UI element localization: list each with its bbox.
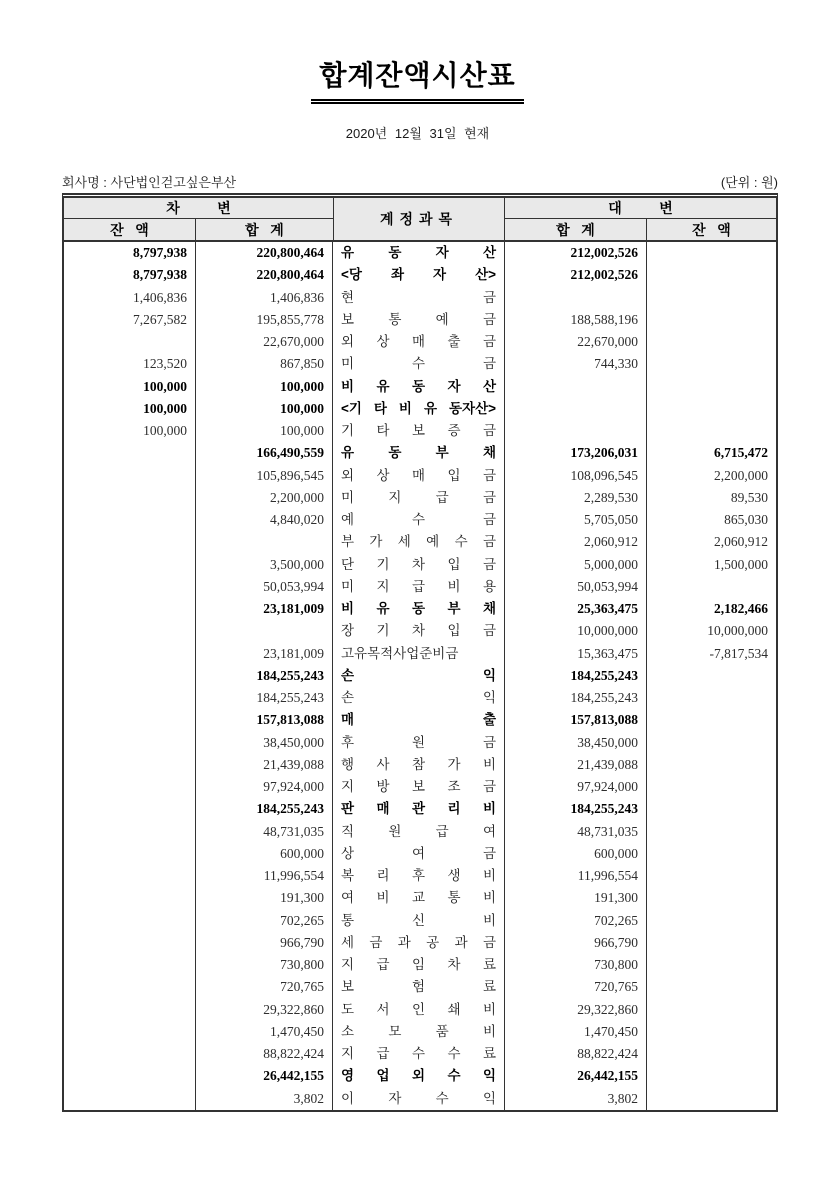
credit-total-cell: 191,300: [505, 887, 647, 909]
table-row: [64, 954, 776, 976]
company-name: 회사명 : 사단법인걷고싶은부산: [62, 175, 237, 190]
debit-total-cell: 600,000: [196, 843, 333, 865]
table-row: [64, 643, 776, 665]
debit-total-cell: 97,924,000: [196, 776, 333, 798]
table-row: [64, 420, 776, 442]
account-name-cell: [333, 554, 505, 576]
table-row: [64, 264, 776, 286]
table-row: [64, 287, 776, 309]
account-name-cell: [333, 287, 505, 309]
credit-balance-cell: 10,000,000: [707, 623, 768, 639]
credit-balance-cell: [647, 1065, 776, 1087]
account-name: 유 동 부 채: [341, 445, 496, 461]
debit-balance-cell: [64, 843, 196, 865]
credit-total-cell: 173,206,031: [505, 442, 647, 464]
debit-total-cell: 730,800: [196, 954, 333, 976]
debit-balance-cell: [64, 954, 196, 976]
table-row: [64, 999, 776, 1021]
debit-balance-cell: [64, 1043, 196, 1065]
credit-balance-cell: [647, 376, 776, 398]
table-row: [64, 932, 776, 954]
debit-total-cell: 23,181,009: [196, 598, 333, 620]
account-name-cell: [333, 264, 505, 286]
credit-total-cell: 744,330: [505, 353, 647, 375]
credit-balance-cell: [647, 398, 776, 420]
debit-balance-cell: [64, 709, 196, 731]
table-row: [64, 309, 776, 331]
table-row: [64, 487, 776, 509]
debit-balance-cell: [64, 1088, 196, 1110]
credit-balance-cell: [647, 331, 776, 353]
table-row: [64, 1088, 776, 1110]
table-row: [64, 798, 776, 820]
debit-balance-cell: [64, 531, 196, 553]
account-name: 도 서 인 쇄 비: [341, 1001, 496, 1017]
credit-balance-cell: [647, 732, 776, 754]
credit-balance-cell: [647, 999, 776, 1021]
debit-total-cell: 184,255,243: [196, 687, 333, 709]
table-header: [64, 198, 776, 242]
account-name-cell: [333, 576, 505, 598]
credit-total-cell: 966,790: [505, 932, 647, 954]
trial-balance-table: [62, 193, 778, 1112]
table-row: [64, 376, 776, 398]
table-row: [64, 353, 776, 375]
account-name: <당 좌 자 산>: [341, 267, 496, 283]
header-debit-balance: 잔 액: [64, 219, 196, 240]
credit-balance-cell: [647, 264, 776, 286]
credit-balance-cell: 2,200,000: [714, 467, 768, 483]
credit-total-cell: 88,822,424: [505, 1043, 647, 1065]
debit-total-cell: 21,439,088: [196, 754, 333, 776]
account-name: 단 기 차 입 금: [341, 556, 496, 572]
debit-balance-cell: [64, 1021, 196, 1043]
debit-balance-cell: 123,520: [64, 353, 196, 375]
debit-total-cell: 22,670,000: [196, 331, 333, 353]
account-name: 통 신 비: [341, 912, 496, 928]
account-name: 고유목적사업준비금: [341, 645, 459, 661]
account-name-cell: [333, 398, 505, 420]
account-name: 세 금 과 공 과 금: [341, 934, 496, 950]
debit-balance-cell: [64, 509, 196, 531]
debit-balance-cell: [64, 754, 196, 776]
account-name: 매 출: [341, 712, 496, 728]
debit-total-cell: 100,000: [196, 398, 333, 420]
credit-total-cell: 212,002,526: [505, 242, 647, 264]
debit-balance-cell: [64, 798, 196, 820]
header-account: 계정과목: [333, 198, 505, 240]
debit-total-cell: 191,300: [196, 887, 333, 909]
account-name-cell: [333, 487, 505, 509]
table-row: [64, 887, 776, 909]
table-row: [64, 843, 776, 865]
credit-total-cell: 2,289,530: [505, 487, 647, 509]
debit-total-cell: 50,053,994: [196, 576, 333, 598]
table-row: [64, 398, 776, 420]
credit-balance-cell: [647, 910, 776, 932]
credit-balance-cell: 865,030: [724, 512, 768, 528]
account-name-cell: [333, 465, 505, 487]
debit-total-cell: 105,896,545: [196, 465, 333, 487]
credit-balance-cell: 2,182,466: [714, 601, 768, 617]
credit-balance-cell: [647, 1088, 776, 1110]
credit-total-cell: 720,765: [505, 976, 647, 998]
account-name: 행 사 참 가 비: [341, 756, 496, 772]
table-row: [64, 687, 776, 709]
table-row: [64, 776, 776, 798]
table-body: [64, 242, 776, 1110]
account-name: 외 상 매 입 금: [341, 467, 496, 483]
credit-balance-cell: [647, 821, 776, 843]
credit-balance-cell: [647, 954, 776, 976]
table-row: [64, 509, 776, 531]
meta-row: [62, 172, 778, 191]
debit-balance-cell: [64, 776, 196, 798]
debit-balance-cell: [64, 732, 196, 754]
unit-label: (단위 : 원): [720, 175, 778, 190]
credit-balance-cell: [647, 932, 776, 954]
debit-total-cell: 38,450,000: [196, 732, 333, 754]
debit-balance-cell: 100,000: [64, 398, 196, 420]
credit-balance-cell: 1,500,000: [714, 556, 768, 572]
credit-total-cell: 184,255,243: [505, 665, 647, 687]
header-debit-total: 합 계: [245, 221, 284, 238]
credit-total-cell: 157,813,088: [505, 709, 647, 731]
account-name-cell: [333, 1065, 505, 1087]
credit-balance-cell: 6,715,472: [714, 445, 768, 461]
credit-total-cell: 1,470,450: [505, 1021, 647, 1043]
debit-total-cell: 88,822,424: [196, 1043, 333, 1065]
table-row: [64, 620, 776, 642]
credit-balance-cell: [647, 976, 776, 998]
debit-total-cell: 184,255,243: [196, 665, 333, 687]
debit-balance-cell: [64, 576, 196, 598]
credit-balance-cell: [647, 665, 776, 687]
credit-total-cell: [505, 420, 647, 442]
account-name: 보 통 예 금: [341, 311, 496, 327]
table-row: [64, 1065, 776, 1087]
account-name-cell: [333, 620, 505, 642]
debit-total-cell: [196, 620, 333, 642]
debit-balance-cell: 7,267,582: [64, 309, 196, 331]
account-name: 여 비 교 통 비: [341, 890, 496, 906]
account-name: 영 업 외 수 익: [341, 1068, 496, 1084]
header-debit-group: 차 변: [64, 198, 333, 219]
account-name-cell: [333, 242, 505, 264]
debit-total-cell: 195,855,778: [196, 309, 333, 331]
debit-balance-cell: [64, 865, 196, 887]
debit-balance-cell: [64, 442, 196, 464]
table-row: [64, 1021, 776, 1043]
account-name-cell: [333, 887, 505, 909]
credit-balance-cell: [647, 776, 776, 798]
account-name-cell: [333, 353, 505, 375]
debit-balance-cell: 100,000: [64, 420, 196, 442]
account-name: 기 타 보 증 금: [341, 423, 496, 438]
account-name-cell: [333, 531, 505, 553]
account-name: 복 리 후 생 비: [341, 868, 496, 883]
account-name: 비 유 동 자 산: [341, 378, 496, 394]
credit-balance-cell: [647, 242, 776, 264]
table-row: [64, 665, 776, 687]
credit-total-cell: [505, 398, 647, 420]
account-name-cell: [333, 932, 505, 954]
credit-total-cell: 5,000,000: [505, 554, 647, 576]
account-name-cell: [333, 976, 505, 998]
header-credit-group: 대 변: [505, 198, 776, 219]
table-row: [64, 1043, 776, 1065]
debit-balance-cell: [64, 643, 196, 665]
debit-balance-cell: [64, 487, 196, 509]
account-name-cell: [333, 442, 505, 464]
credit-balance-cell: [647, 798, 776, 820]
credit-balance-cell: [647, 687, 776, 709]
table-row: [64, 242, 776, 264]
account-name-cell: [333, 865, 505, 887]
debit-balance-cell: [64, 687, 196, 709]
account-name-cell: [333, 598, 505, 620]
account-name-cell: [333, 954, 505, 976]
debit-total-cell: 100,000: [196, 376, 333, 398]
debit-balance-cell: [64, 620, 196, 642]
account-name-cell: [333, 1088, 505, 1110]
credit-balance-cell: [647, 309, 776, 331]
account-name-cell: [333, 776, 505, 798]
account-name: 후 원 금: [341, 734, 496, 750]
debit-balance-cell: [64, 331, 196, 353]
credit-total-cell: [505, 287, 647, 309]
credit-total-cell: 10,000,000: [505, 620, 647, 642]
account-name: 이 자 수 익: [341, 1090, 496, 1106]
account-name-cell: [333, 910, 505, 932]
credit-balance-cell: [647, 887, 776, 909]
account-name: 상 여 금: [341, 845, 496, 861]
page-title: 합계잔액시산표: [311, 54, 523, 104]
account-name: 직 원 급 여: [341, 823, 496, 839]
credit-balance-cell: [647, 287, 776, 309]
debit-balance-cell: [64, 1065, 196, 1087]
credit-balance-cell: -7,817,534: [709, 645, 768, 661]
table-row: [64, 976, 776, 998]
debit-total-cell: 2,200,000: [196, 487, 333, 509]
credit-total-cell: 25,363,475: [505, 598, 647, 620]
debit-balance-cell: [64, 598, 196, 620]
account-name: 미 지 급 금: [341, 489, 496, 505]
credit-total-cell: 22,670,000: [505, 331, 647, 353]
credit-balance-cell: [647, 709, 776, 731]
table-row: [64, 465, 776, 487]
credit-total-cell: 184,255,243: [505, 798, 647, 820]
credit-total-cell: 3,802: [505, 1088, 647, 1110]
debit-total-cell: 1,406,836: [196, 287, 333, 309]
debit-total-cell: 220,800,464: [196, 264, 333, 286]
account-name: 유 동 자 산: [341, 245, 496, 260]
credit-balance-cell: [647, 843, 776, 865]
credit-total-cell: 21,439,088: [505, 754, 647, 776]
table-row: [64, 709, 776, 731]
account-name-cell: [333, 709, 505, 731]
header-credit-balance: 잔 액: [692, 221, 731, 238]
account-name-cell: [333, 376, 505, 398]
account-name-cell: [333, 754, 505, 776]
debit-balance-cell: [64, 999, 196, 1021]
account-name-cell: [333, 821, 505, 843]
account-name: 손 익: [341, 690, 496, 705]
title-block: [0, 0, 835, 104]
credit-total-cell: 5,705,050: [505, 509, 647, 531]
credit-balance-cell: [647, 865, 776, 887]
debit-balance-cell: [64, 665, 196, 687]
debit-balance-cell: [64, 554, 196, 576]
account-name: 비 유 동 부 채: [341, 601, 496, 616]
table-row: [64, 442, 776, 464]
account-name: 지 급 임 차 료: [341, 957, 496, 972]
table-row: [64, 910, 776, 932]
debit-total-cell: 184,255,243: [196, 798, 333, 820]
account-name: 소 모 품 비: [341, 1023, 496, 1039]
debit-total-cell: 100,000: [196, 420, 333, 442]
debit-balance-cell: [64, 976, 196, 998]
header-credit-total: 합 계: [505, 219, 647, 240]
debit-balance-cell: [64, 932, 196, 954]
account-name-cell: [333, 420, 505, 442]
credit-total-cell: 212,002,526: [505, 264, 647, 286]
debit-total-cell: 11,996,554: [196, 865, 333, 887]
credit-balance-cell: [647, 576, 776, 598]
credit-balance-cell: [647, 754, 776, 776]
account-name-cell: [333, 798, 505, 820]
account-name: 미 수 금: [341, 356, 496, 372]
credit-total-cell: 29,322,860: [505, 999, 647, 1021]
as-of-date: 2020년 12월 31일 현재: [345, 126, 490, 141]
table-row: [64, 865, 776, 887]
account-name: 지 방 보 조 금: [341, 779, 496, 794]
account-name: 부 가 세 예 수 금: [341, 534, 496, 550]
debit-balance-cell: [64, 465, 196, 487]
table-row: [64, 732, 776, 754]
account-name-cell: [333, 643, 505, 665]
account-name-cell: [333, 309, 505, 331]
credit-balance-cell: [647, 353, 776, 375]
credit-total-cell: 702,265: [505, 910, 647, 932]
debit-total-cell: 23,181,009: [196, 643, 333, 665]
credit-total-cell: 48,731,035: [505, 821, 647, 843]
account-name: 예 수 금: [341, 512, 496, 527]
credit-balance-cell: [647, 1021, 776, 1043]
debit-balance-cell: 8,797,938: [64, 242, 196, 264]
account-name-cell: [333, 687, 505, 709]
table-row: [64, 554, 776, 576]
account-name: 손 익: [341, 667, 496, 683]
account-name: 미 지 급 비 용: [341, 578, 496, 594]
debit-balance-cell: [64, 887, 196, 909]
debit-total-cell: 4,840,020: [196, 509, 333, 531]
account-name-cell: [333, 1043, 505, 1065]
credit-total-cell: 15,363,475: [505, 643, 647, 665]
debit-total-cell: 1,470,450: [196, 1021, 333, 1043]
debit-balance-cell: 1,406,836: [64, 287, 196, 309]
account-name: 판 매 관 리 비: [341, 801, 496, 817]
debit-balance-cell: [64, 821, 196, 843]
debit-total-cell: 3,500,000: [196, 554, 333, 576]
credit-total-cell: 11,996,554: [505, 865, 647, 887]
account-name: 지 급 수 수 료: [341, 1046, 496, 1061]
account-name-cell: [333, 665, 505, 687]
account-name: 장 기 차 입 금: [341, 623, 496, 639]
credit-total-cell: 184,255,243: [505, 687, 647, 709]
table-row: [64, 598, 776, 620]
account-name-cell: [333, 732, 505, 754]
credit-total-cell: 600,000: [505, 843, 647, 865]
credit-total-cell: 2,060,912: [505, 531, 647, 553]
debit-balance-cell: 8,797,938: [64, 264, 196, 286]
account-name-cell: [333, 509, 505, 531]
credit-balance-cell: 89,530: [730, 489, 768, 505]
credit-balance-cell: [647, 1043, 776, 1065]
debit-total-cell: 157,813,088: [196, 709, 333, 731]
account-name: 현 금: [341, 289, 496, 305]
credit-balance-cell: [647, 420, 776, 442]
debit-total-cell: 720,765: [196, 976, 333, 998]
debit-total-cell: 220,800,464: [196, 242, 333, 264]
table-row: [64, 821, 776, 843]
credit-total-cell: 38,450,000: [505, 732, 647, 754]
credit-total-cell: 50,053,994: [505, 576, 647, 598]
table-row: [64, 331, 776, 353]
account-name-cell: [333, 843, 505, 865]
credit-total-cell: [505, 376, 647, 398]
table-row: [64, 754, 776, 776]
debit-total-cell: 966,790: [196, 932, 333, 954]
account-name: 보 험 료: [341, 979, 496, 995]
credit-total-cell: 730,800: [505, 954, 647, 976]
debit-balance-cell: 100,000: [64, 376, 196, 398]
account-name-cell: [333, 331, 505, 353]
debit-total-cell: 867,850: [196, 353, 333, 375]
debit-total-cell: 29,322,860: [196, 999, 333, 1021]
account-name-cell: [333, 1021, 505, 1043]
account-name: <기 타 비 유 동자산>: [341, 400, 496, 416]
debit-total-cell: 3,802: [196, 1088, 333, 1110]
table-row: [64, 531, 776, 553]
credit-total-cell: 188,588,196: [505, 309, 647, 331]
debit-total-cell: [196, 531, 333, 553]
table-row: [64, 576, 776, 598]
account-name-cell: [333, 999, 505, 1021]
credit-total-cell: 108,096,545: [505, 465, 647, 487]
credit-balance-cell: 2,060,912: [714, 534, 768, 550]
debit-total-cell: 48,731,035: [196, 821, 333, 843]
credit-total-cell: 26,442,155: [505, 1065, 647, 1087]
credit-total-cell: 97,924,000: [505, 776, 647, 798]
debit-total-cell: 702,265: [196, 910, 333, 932]
account-name: 외 상 매 출 금: [341, 334, 496, 349]
debit-total-cell: 26,442,155: [196, 1065, 333, 1087]
debit-balance-cell: [64, 910, 196, 932]
debit-total-cell: 166,490,559: [196, 442, 333, 464]
